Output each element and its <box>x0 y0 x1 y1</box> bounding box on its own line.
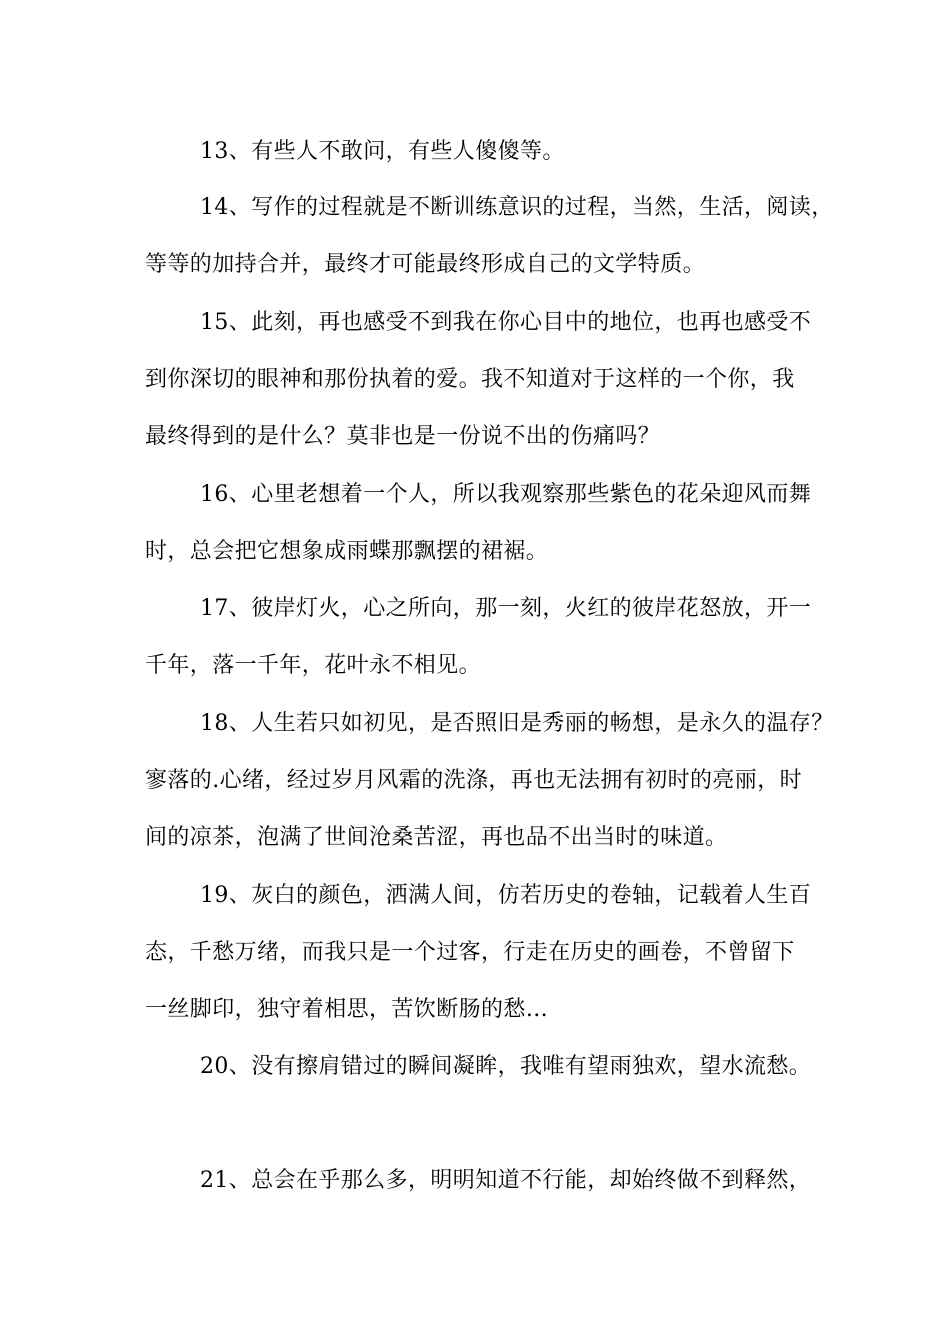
paragraph-20-line-1: 20、没有擦肩错过的瞬间凝眸，我唯有望雨独欢，望水流愁。 <box>200 1054 812 1079</box>
paragraph-15-line-2: 到你深切的眼神和那份执着的爱。我不知道对于这样的一个你，我 <box>145 367 795 392</box>
paragraph-14-line-2: 等等的加持合并，最终才可能最终形成自己的文学特质。 <box>145 252 706 277</box>
paragraph-16-line-1: 16、心里老想着一个人，所以我观察那些紫色的花朵迎风而舞 <box>200 482 812 507</box>
paragraph-14-line-1: 14、写作的过程就是不断训练意识的过程，当然，生活，阅读， <box>200 195 834 220</box>
paragraph-15-line-1: 15、此刻，再也感受不到我在你心目中的地位，也再也感受不 <box>200 310 812 335</box>
paragraph-19-line-1: 19、灰白的颜色，洒满人间，仿若历史的卷轴，记载着人生百 <box>200 883 812 908</box>
paragraph-18-line-1: 18、人生若只如初见，是否照旧是秀丽的畅想，是永久的温存？ <box>200 711 834 736</box>
paragraph-17-line-1: 17、彼岸灯火，心之所向，那一刻，火红的彼岸花怒放，开一 <box>200 596 812 621</box>
paragraph-17-line-2: 千年，落一千年，花叶永不相见。 <box>145 653 482 678</box>
paragraph-15-line-3: 最终得到的是什么？莫非也是一份说不出的伤痛吗？ <box>145 424 661 449</box>
paragraph-18-line-2: 寥落的.心绪，经过岁月风霜的洗涤，再也无法拥有初时的亮丽，时 <box>145 768 802 793</box>
paragraph-19-line-3: 一丝脚印，独守着相思，苦饮断肠的愁… <box>145 997 549 1022</box>
paragraph-16-line-2: 时，总会把它想象成雨蝶那飘摆的裙裾。 <box>145 539 549 564</box>
paragraph-19-line-2: 态，千愁万绪，而我只是一个过客，行走在历史的画卷，不曾留下 <box>145 940 795 965</box>
paragraph-21-line-1: 21、总会在乎那么多，明明知道不行能，却始终做不到释然， <box>200 1168 812 1193</box>
paragraph-18-line-3: 间的凉茶，泡满了世间沧桑苦涩，再也品不出当时的味道。 <box>145 825 728 850</box>
paragraph-13-line-1: 13、有些人不敢问，有些人傻傻等。 <box>200 139 565 164</box>
